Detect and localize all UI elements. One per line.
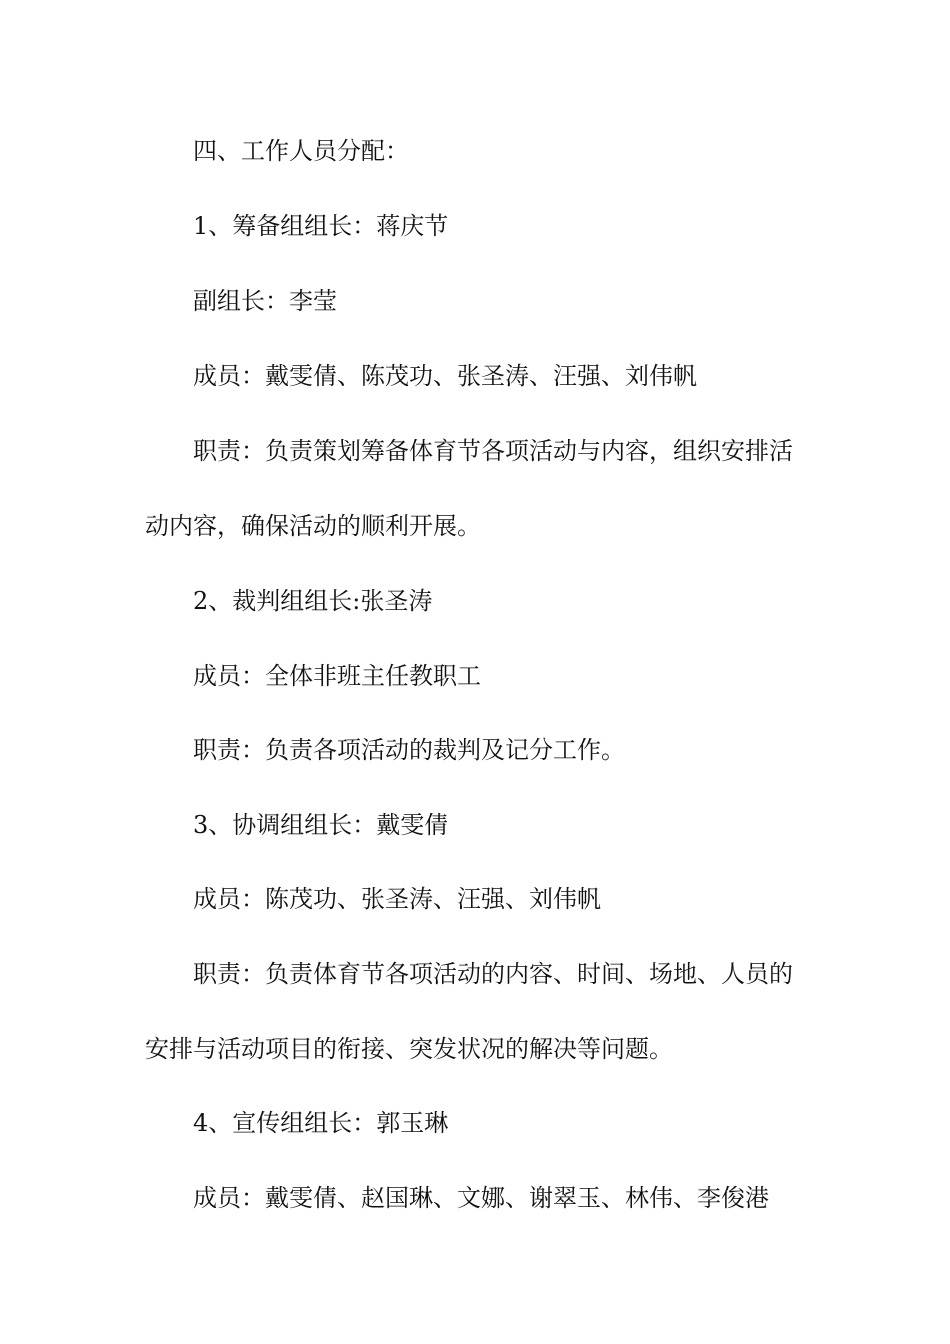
paragraph-line: 副组长：李莹 xyxy=(193,287,337,315)
section-heading: 四、工作人员分配： xyxy=(193,137,409,165)
paragraph-line: 职责：负责策划筹备体育节各项活动与内容，组织安排活 xyxy=(193,437,793,465)
paragraph-line: 职责：负责体育节各项活动的内容、时间、场地、人员的 xyxy=(193,960,793,988)
paragraph-line: 安排与活动项目的衔接、突发状况的解决等问题。 xyxy=(145,1035,673,1063)
paragraph-line: 3、协调组组长：戴雯倩 xyxy=(193,811,449,839)
paragraph-line: 成员：陈茂功、张圣涛、汪强、刘伟帆 xyxy=(193,885,601,913)
paragraph-line: 1、筹备组组长：蒋庆节 xyxy=(193,212,449,240)
paragraph-line: 4、宣传组组长：郭玉琳 xyxy=(193,1109,449,1137)
paragraph-line: 成员：戴雯倩、陈茂功、张圣涛、汪强、刘伟帆 xyxy=(193,362,697,390)
paragraph-line: 成员：戴雯倩、赵国琳、文娜、谢翠玉、林伟、李俊港 xyxy=(193,1184,769,1212)
paragraph-line: 2、裁判组组长:张圣涛 xyxy=(193,587,433,615)
paragraph-line: 职责：负责各项活动的裁判及记分工作。 xyxy=(193,736,625,764)
paragraph-line: 成员：全体非班主任教职工 xyxy=(193,662,481,690)
paragraph-line: 动内容，确保活动的顺利开展。 xyxy=(145,512,481,540)
